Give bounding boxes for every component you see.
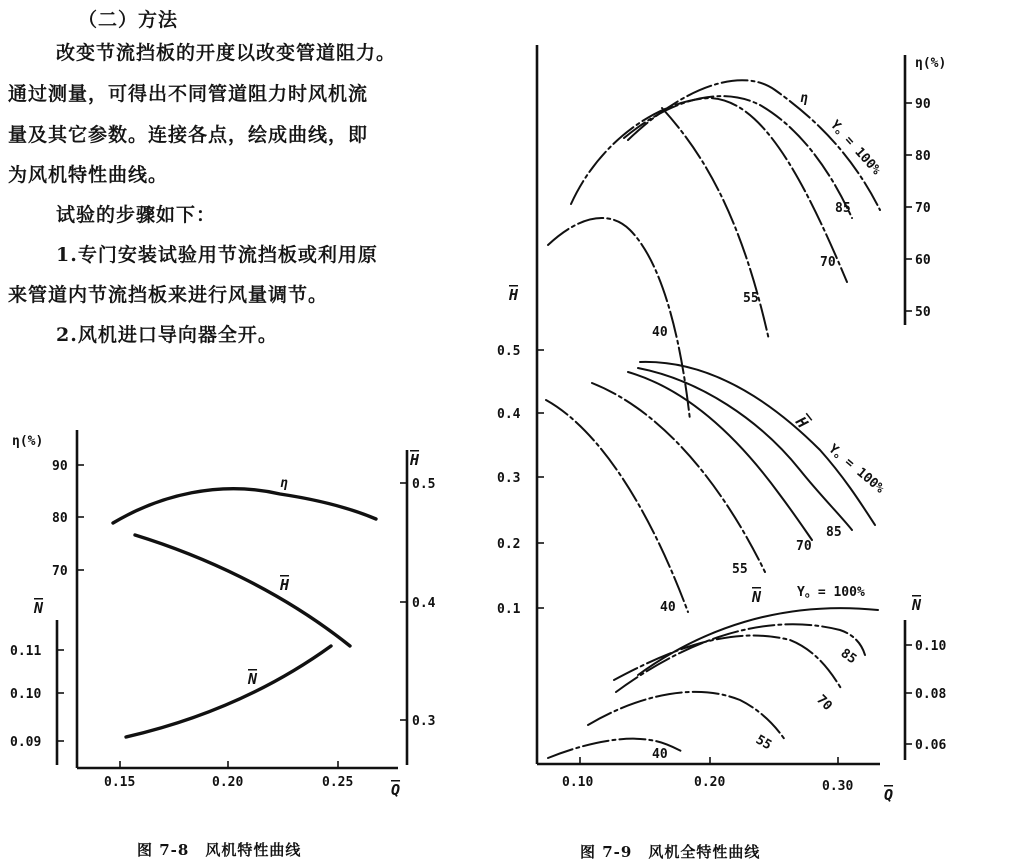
fig8-h-tick-0-5: 0.5 xyxy=(412,477,436,492)
fig9-h-tick-0-5: 0.5 xyxy=(497,344,521,359)
fig9-h-curve-100 xyxy=(640,362,875,525)
fig8-n-curve xyxy=(126,646,331,737)
fig9-h-label-85: 85 xyxy=(826,525,842,540)
fig8-n-tick-0-11: 0.11 xyxy=(10,644,42,659)
fig9-n-label-y100: Y。= 100% xyxy=(797,585,865,600)
fig8-eta-axis-label: η(%) xyxy=(12,434,44,449)
fig8-n-tick-0-09: 0.09 xyxy=(10,735,42,750)
fig9-q-tick-0-10: 0.10 xyxy=(562,775,594,790)
fig8-h-curve xyxy=(135,535,350,646)
fig9-eta-tick-90: 90 xyxy=(915,97,931,112)
fig8-n-tick-0-10: 0.10 xyxy=(10,687,42,702)
fig8-n-axis-label: N xyxy=(34,599,44,617)
figure-7-9 xyxy=(497,45,946,861)
fig9-eta-curve-85 xyxy=(624,96,852,218)
fig9-eta-curve-70 xyxy=(571,98,847,282)
fig9-n-curve-55 xyxy=(588,692,785,740)
fig9-q-tick-0-20: 0.20 xyxy=(694,775,726,790)
fig8-eta-tick-70: 70 xyxy=(52,564,68,579)
fig8-h-tick-0-4: 0.4 xyxy=(412,596,436,611)
fig8-h-tick-0-3: 0.3 xyxy=(412,714,436,729)
fig9-eta-label: η xyxy=(800,91,808,106)
paragraph-1-line-2: 通过测量，可得出不同管道阻力时风机流 xyxy=(8,83,369,105)
fig9-n-curve-100 xyxy=(638,608,878,675)
fig9-n-label-55: 55 xyxy=(753,732,775,754)
fig9-h-curve-55 xyxy=(592,383,765,572)
fig8-n-curve-label: N xyxy=(248,670,258,688)
fig9-n-curve-85 xyxy=(616,624,865,692)
fig8-h-axis-label: H xyxy=(410,451,420,469)
fig9-h-label-40: 40 xyxy=(660,600,676,615)
fig8-q-tick-0-15: 0.15 xyxy=(104,775,136,790)
fig9-eta-label-55: 55 xyxy=(743,291,759,306)
fig9-eta-tick-60: 60 xyxy=(915,253,931,268)
section-heading: （二）方法 xyxy=(78,9,179,31)
paragraph-2: 试验的步骤如下： xyxy=(56,204,217,226)
fig9-eta-label-y100: Y。= 100% xyxy=(827,117,884,179)
paragraph-1-line-4: 为风机特性曲线。 xyxy=(8,164,169,186)
fig8-q-tick-0-25: 0.25 xyxy=(322,775,354,790)
figure-7-8 xyxy=(10,430,436,859)
fig9-eta-axis-label: η(%) xyxy=(915,56,947,71)
fig9-h-tick-0-3: 0.3 xyxy=(497,471,521,486)
fig9-n-axis-label: N xyxy=(912,596,922,614)
fig8-eta-tick-80: 80 xyxy=(52,511,68,526)
fig9-n-label: N xyxy=(752,588,762,606)
fig8-eta-curve-label: η xyxy=(280,476,288,491)
paragraph-1-line-3: 量及其它参数。连接各点，绘成曲线，即 xyxy=(8,124,369,146)
fig9-h-tick-0-1: 0.1 xyxy=(497,602,521,617)
fig9-n-label-70: 70 xyxy=(813,692,835,714)
fig9-n-label-85: 85 xyxy=(837,645,860,668)
fig9-eta-label-70: 70 xyxy=(820,255,836,270)
fig9-q-tick-0-30: 0.30 xyxy=(822,779,854,794)
fig9-h-axis-label: H xyxy=(509,286,519,304)
fig9-eta-curve-100 xyxy=(628,80,880,210)
fig8-h-curve-label: H xyxy=(280,576,290,594)
fig9-n-tick-0-08: 0.08 xyxy=(915,687,947,702)
paragraph-3-line-1: 1.专门安装试验用节流挡板或利用原 xyxy=(56,244,378,266)
fig9-eta-tick-70: 70 xyxy=(915,201,931,216)
fig9-caption: 图 7-9 风机全特性曲线 xyxy=(580,843,761,861)
fig9-n-curve-70 xyxy=(614,636,842,690)
paragraph-1-line-1: 改变节流挡板的开度以改变管道阻力。 xyxy=(56,42,397,64)
fig9-eta-tick-50: 50 xyxy=(915,305,931,320)
fig9-h-label-55: 55 xyxy=(732,562,748,577)
fig8-eta-curve xyxy=(113,489,376,523)
fig9-n-tick-0-06: 0.06 xyxy=(915,738,947,753)
fig8-q-axis-label: Q xyxy=(391,781,401,799)
fig9-h-tick-0-4: 0.4 xyxy=(497,407,521,422)
fig8-q-tick-0-20: 0.20 xyxy=(212,775,244,790)
fig9-eta-tick-80: 80 xyxy=(915,149,931,164)
fig9-q-axis-label: Q xyxy=(884,786,894,804)
fig9-eta-label-85: 85 xyxy=(835,201,851,216)
fig9-n-label-40: 40 xyxy=(652,747,668,762)
fig9-n-tick-0-10: 0.10 xyxy=(915,639,947,654)
fig8-eta-tick-90: 90 xyxy=(52,459,68,474)
fig9-h-label-y100: Y。= 100% xyxy=(825,441,888,497)
fig9-h-label-70: 70 xyxy=(796,539,812,554)
fig9-h-curve-70 xyxy=(628,372,812,540)
paragraph-3-line-2: 来管道内节流挡板来进行风量调节。 xyxy=(8,284,329,306)
fig9-h-tick-0-2: 0.2 xyxy=(497,537,521,552)
fig8-caption: 图 7-8 风机特性曲线 xyxy=(137,841,302,859)
fig9-h-label: H xyxy=(791,413,812,432)
fig9-eta-label-40: 40 xyxy=(652,325,668,340)
paragraph-4: 2.风机进口导向器全开。 xyxy=(56,324,278,346)
